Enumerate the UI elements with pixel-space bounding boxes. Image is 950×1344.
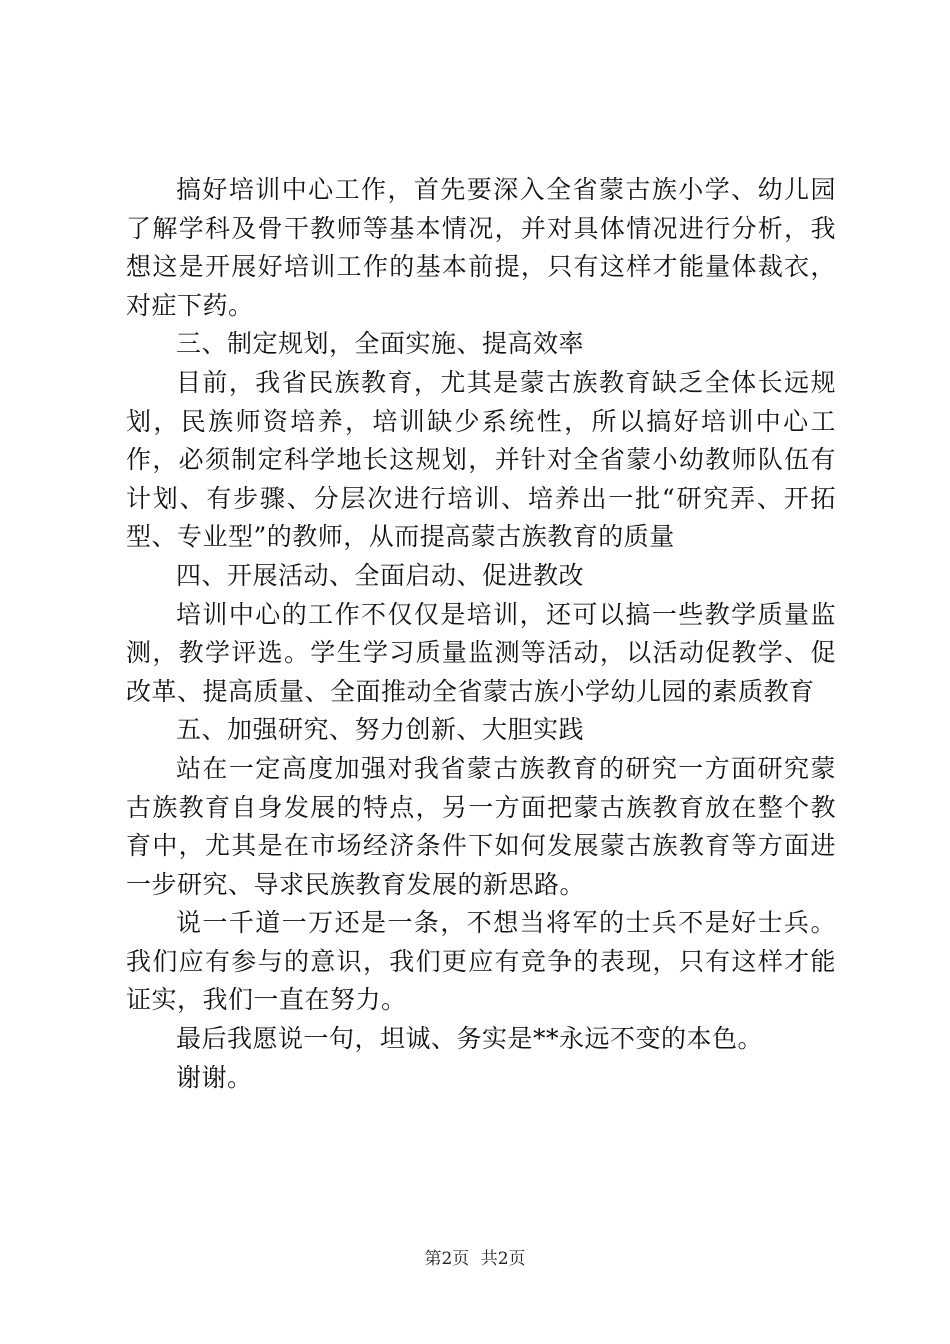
section-heading: 三、制定规划，全面实施、提高效率 [176, 329, 585, 359]
paragraph: 说一千道一万还是一条，不想当将军的士兵不是好士兵。我们应有参与的意识，我们更应有竞争的表现，只有这样才能证实，我们一直在努力。 [126, 908, 836, 1015]
paragraph: 最后我愿说一句，坦诚、务实是**永远不变的本色。 [176, 1024, 764, 1054]
page-number: 第2页 [424, 1249, 470, 1269]
paragraph: 搞好培训中心工作，首先要深入全省蒙古族小学、幼儿园了解学科及骨干教师等基本情况，并对具体情况进行分析，我想这是开展好培训工作的基本前提，只有这样才能量体裁衣，对症下药。 [126, 175, 836, 320]
closing-line: 谢谢。 [176, 1062, 253, 1092]
paragraph: 培训中心的工作不仅仅是培训，还可以搞一些教学质量监测，教学评选。学生学习质量监测等活动，以活动促教学、促改革、提高质量、全面推动全省蒙古族小学幼儿园的素质教育 [126, 599, 836, 706]
section-heading: 五、加强研究、努力创新、大胆实践 [176, 715, 585, 745]
paragraph: 站在一定高度加强对我省蒙古族教育的研究一方面研究蒙古族教育自身发展的特点，另一方面把蒙古族教育放在整个教育中，尤其是在市场经济条件下如何发展蒙古族教育等方面进一步研究、导求民族教育发展的新思路。 [126, 753, 836, 899]
section-heading: 四、开展活动、全面启动、促进教改 [176, 560, 585, 590]
page-footer [0, 1244, 950, 1269]
paragraph: 目前，我省民族教育，尤其是蒙古族教育缺乏全体长远规划，民族师资培养，培训缺少系统性，所以搞好培训中心工作，必须制定科学地长这规划，并针对全省蒙小幼教师队伍有计划、有步骤、分层次进行培训、培养出一批“研究弄、开拓型、专业型”的教师，从而提高蒙古族教育的质量 [126, 367, 836, 552]
page-total: 共2页 [480, 1249, 526, 1269]
document-body [126, 171, 836, 1097]
